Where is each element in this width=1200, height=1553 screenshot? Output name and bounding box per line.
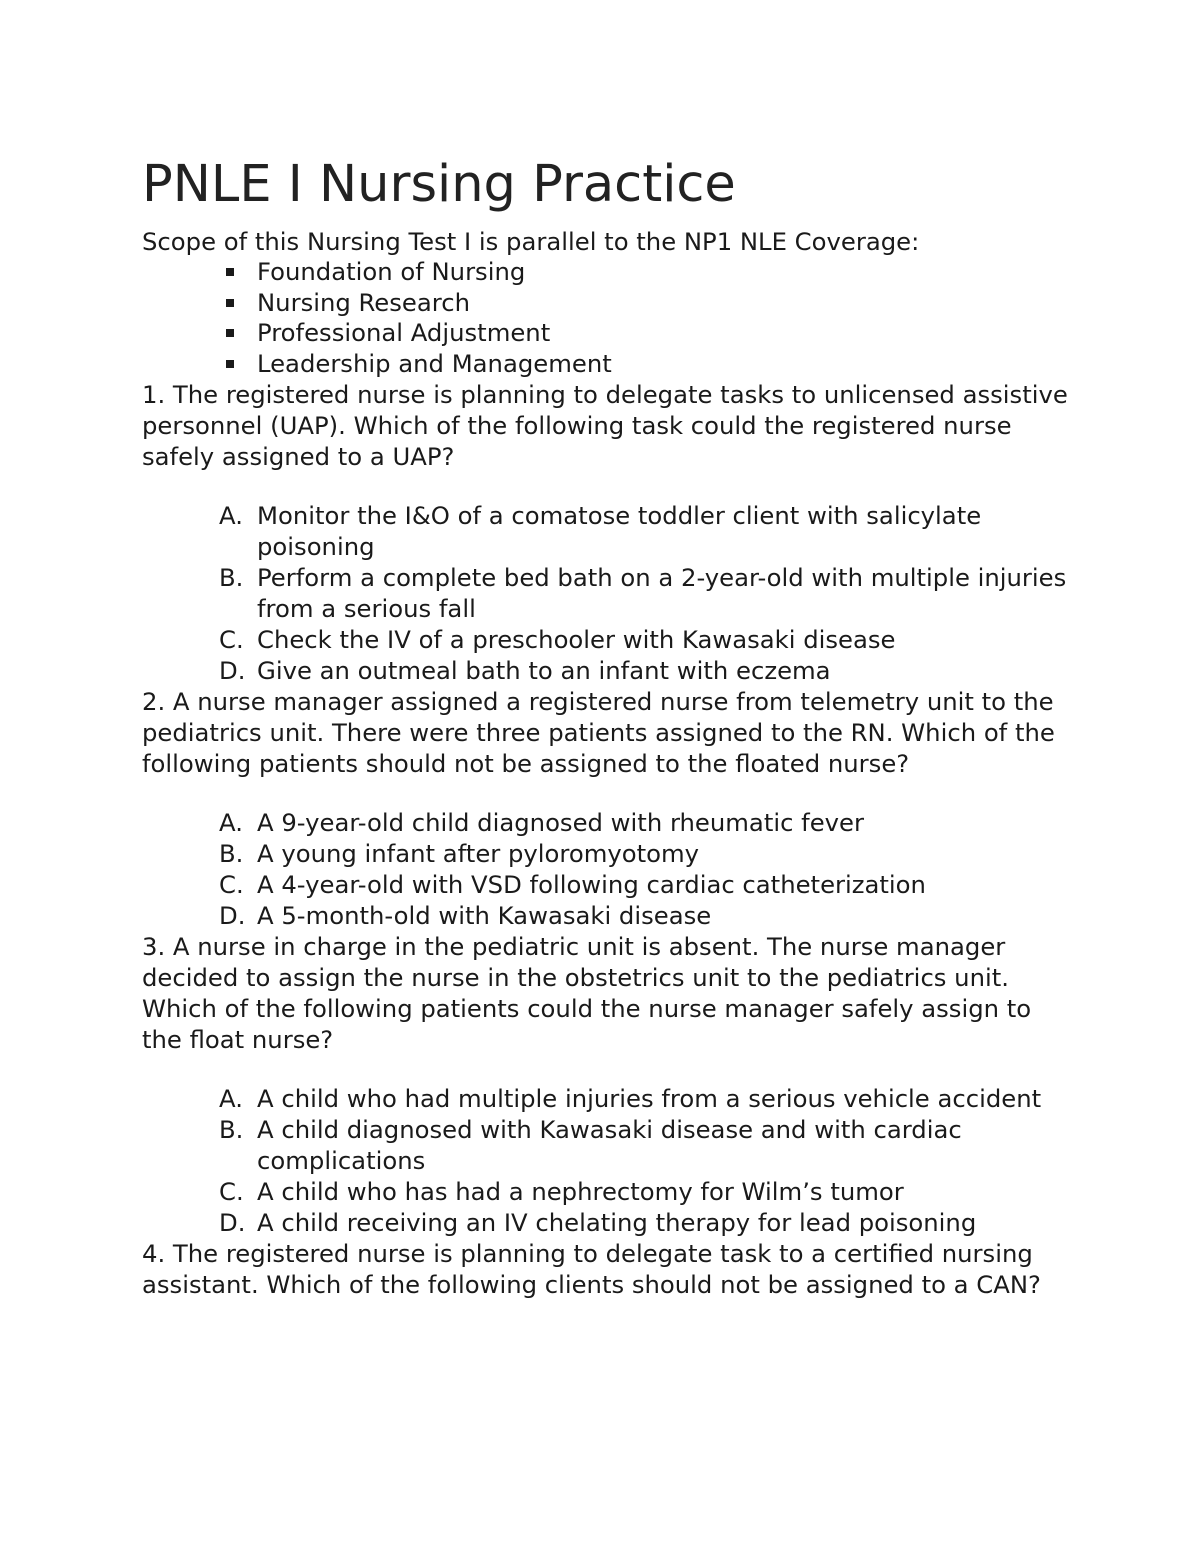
answer-option <box>142 1176 1072 1207</box>
square-bullet-icon <box>226 360 234 368</box>
question-text: 3. A nurse in charge in the pediatric unit is absent. The nurse manager decided to assign the nurse in the obstetrics unit to the pediatrics unit. Which of the following patients could the nurse manager safely assign to the float nurse? <box>142 932 1032 1054</box>
square-bullet-icon <box>226 329 234 337</box>
answer-option <box>142 624 1072 655</box>
option-letter: A. <box>219 808 243 837</box>
square-bullet-icon <box>226 268 234 276</box>
option-text: Perform a complete bed bath on a 2-year-old with multiple injuries from a serious fall <box>257 563 1067 623</box>
coverage-item-label: Foundation of Nursing <box>257 257 526 286</box>
coverage-item <box>142 257 1072 288</box>
option-letter: B. <box>219 839 244 868</box>
coverage-item <box>142 349 1072 380</box>
option-text: A 4-year-old with VSD following cardiac catheterization <box>257 870 926 899</box>
option-letter: C. <box>219 870 244 899</box>
document-title: PNLE I Nursing Practice <box>142 155 736 214</box>
option-letter: D. <box>219 901 246 930</box>
option-text: A young infant after pyloromyotomy <box>257 839 700 868</box>
answer-option <box>142 838 1072 869</box>
question-text: 4. The registered nurse is planning to delegate task to a certified nursing assistant. Which of the following clients should not be assigned to a CAN? <box>142 1239 1041 1299</box>
question-4 <box>142 1238 1072 1300</box>
option-text: Monitor the I&O of a comatose toddler client with salicylate poisoning <box>257 501 982 561</box>
option-letter: D. <box>219 1208 246 1237</box>
question-2 <box>142 686 1072 931</box>
option-text: A 5-month-old with Kawasaki disease <box>257 901 712 930</box>
answer-option <box>142 1083 1072 1114</box>
answer-option <box>142 807 1072 838</box>
option-text: A child receiving an IV chelating therapy for lead poisoning <box>257 1208 977 1237</box>
answer-option <box>142 900 1072 931</box>
square-bullet-icon <box>226 299 234 307</box>
option-text: Check the IV of a preschooler with Kawasaki disease <box>257 625 896 654</box>
option-text: A child diagnosed with Kawasaki disease and with cardiac complications <box>257 1115 962 1175</box>
answer-option <box>142 655 1072 686</box>
answer-option <box>142 1207 1072 1238</box>
document-page <box>142 150 1072 1300</box>
option-text: A child who has had a nephrectomy for Wilm’s tumor <box>257 1177 904 1206</box>
question-3 <box>142 931 1072 1238</box>
coverage-item <box>142 318 1072 349</box>
option-letter: A. <box>219 501 243 530</box>
answer-option <box>142 500 1072 562</box>
coverage-list <box>142 257 1072 379</box>
question-text: 1. The registered nurse is planning to delegate tasks to unlicensed assistive personnel (UAP). Which of the following task could the registered nurse safely assigned to a UAP? <box>142 380 1068 471</box>
coverage-item-label: Leadership and Management <box>257 348 612 378</box>
coverage-item-label: Nursing Research <box>257 287 470 317</box>
option-letter: D. <box>219 656 246 685</box>
answer-option <box>142 562 1072 624</box>
coverage-item-label: Professional Adjustment <box>257 318 551 347</box>
option-text: A 9-year-old child diagnosed with rheumatic fever <box>257 808 864 837</box>
intro-text: Scope of this Nursing Test I is parallel to the NP1 NLE Coverage: <box>142 227 920 256</box>
answer-options <box>142 1083 1072 1238</box>
answer-options <box>142 807 1072 931</box>
question-1 <box>142 379 1072 686</box>
option-letter: C. <box>219 625 244 654</box>
option-text: A child who had multiple injuries from a serious vehicle accident <box>257 1084 1042 1113</box>
option-letter: C. <box>219 1177 244 1206</box>
option-letter: B. <box>219 563 244 592</box>
option-text: Give an outmeal bath to an infant with eczema <box>257 656 831 685</box>
option-letter: A. <box>219 1084 243 1113</box>
answer-options <box>142 500 1072 686</box>
answer-option <box>142 869 1072 900</box>
option-letter: B. <box>219 1115 244 1144</box>
answer-option <box>142 1114 1072 1176</box>
question-text: 2. A nurse manager assigned a registered nurse from telemetry unit to the pediatrics unit. There were three patients assigned to the RN. Which of the following patients should not be assigned to the floated nurse? <box>142 687 1055 778</box>
coverage-item <box>142 288 1072 319</box>
